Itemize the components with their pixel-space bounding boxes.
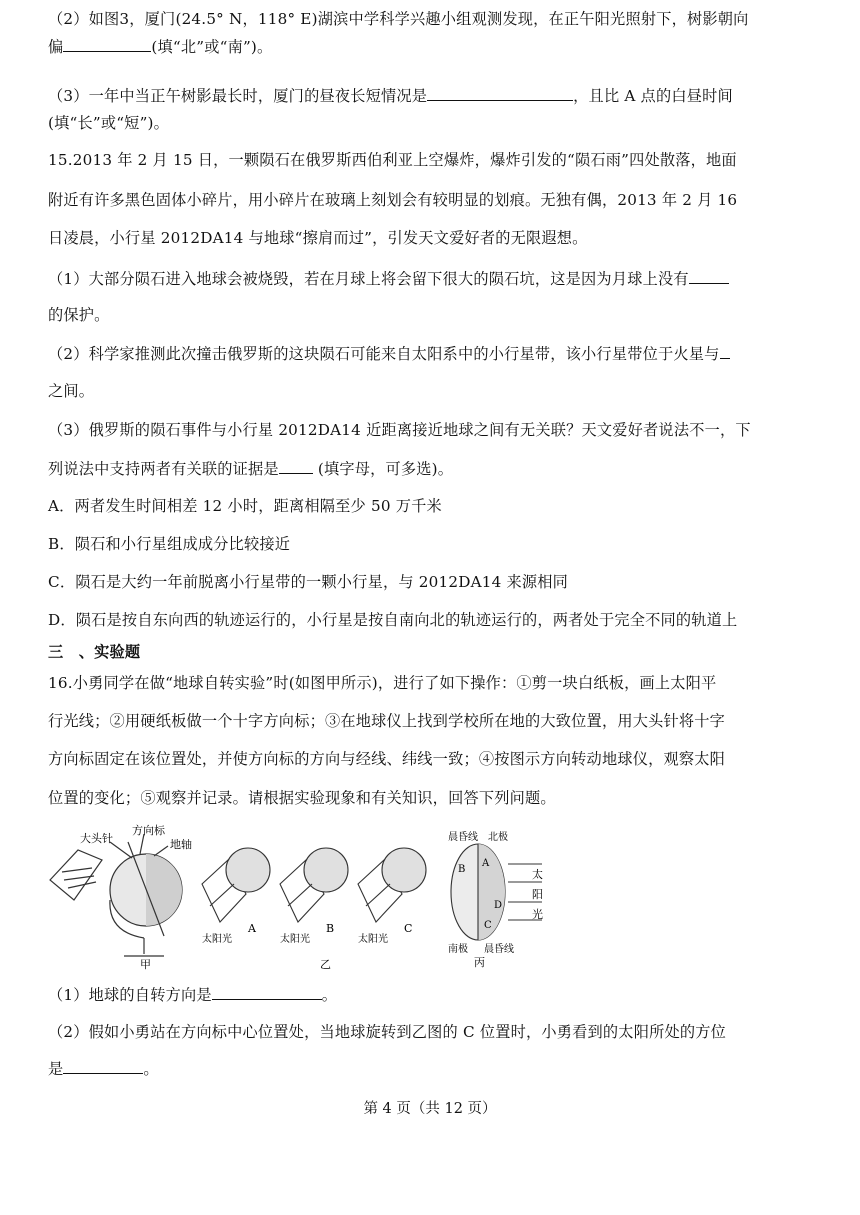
line-text: （1）大部分陨石进入地球会被烧毁，若在月球上将会留下很大的陨石坑，这是因为月球上没有 — [48, 270, 689, 288]
label-terminator-top: 晨昏线 — [448, 832, 478, 843]
line-text-after-blank: ，且比 A 点的白昼时间 — [573, 87, 733, 105]
line-text: （2）假如小勇站在方向标中心位置处，当地球旋转到乙图的 C 位置时，小勇看到的太阳所处的方位 — [48, 1023, 727, 1041]
label-sunlight-b: 太阳光 — [280, 934, 310, 945]
text-line — [48, 9, 749, 29]
text-line — [48, 673, 716, 693]
text-line — [48, 788, 556, 808]
figure-bing — [451, 844, 542, 940]
caption-jia: 甲 — [140, 958, 151, 970]
line-text: （3）一年中当正午树影最长时，厦门的昼夜长短情况是 — [48, 87, 428, 105]
label-axis: 地轴 — [170, 838, 192, 851]
line-text-after-blank: 。 — [143, 1060, 159, 1078]
line-text: B．陨石和小行星组成成分比较接近 — [48, 535, 291, 553]
label-sunlight-c: 太阳光 — [358, 934, 388, 945]
text-line — [48, 711, 725, 731]
text-line — [48, 190, 737, 210]
line-text: 行光线；②用硬纸板做一个十字方向标；③在地球仪上找到学校所在地的大致位置，用大头针将十字 — [48, 712, 726, 730]
text-line — [48, 113, 169, 133]
line-text: （2）如图3，厦门(24.5° N，118° E)湖滨中学科学兴趣小组观测发现，在正午阳光照射下，树影朝向 — [48, 10, 749, 28]
line-text: 列说法中支持两者有关联的证据是 — [48, 460, 279, 478]
line-text-after-blank: (填字母，可多选)。 — [312, 460, 454, 478]
label-pin: 大头针 — [80, 832, 113, 845]
line-text: 方向标固定在该位置处，并使方向标的方向与经线、纬线一致；④按图示方向转动地球仪，观察太阳 — [48, 750, 726, 768]
line-text: （2）科学家推测此次撞击俄罗斯的这块陨石可能来自太阳系中的小行星带，该小行星带位于火星与 — [48, 345, 720, 363]
label-mark: 方向标 — [132, 824, 165, 837]
label-bing-d: D — [494, 900, 503, 911]
line-text: 16.小勇同学在做“地球自转实验”时(如图甲所示)，进行了如下操作：①剪一块白纸板，画上太阳平 — [48, 674, 717, 692]
figure-jia — [50, 834, 182, 956]
line-text-after-blank: 。 — [321, 986, 338, 1004]
line-text: 日凌晨，小行星 2012DA14 与地球“擦肩而过”，引发天文爱好者的无限遐想。 — [48, 229, 588, 247]
line-text-after-blank: (填“北”或“南”)。 — [151, 38, 273, 56]
caption-yi: 乙 — [320, 958, 331, 970]
line-text: A．两者发生时间相差 12 小时，距离相隔至少 50 万千米 — [48, 497, 442, 515]
text-line — [48, 36, 272, 57]
label-south: 南极 — [448, 944, 468, 955]
line-text: 15.2013 年 2 月 15 日，一颗陨石在俄罗斯西伯利亚上空爆炸，爆炸引发的“陨石雨”四处散落，地面 — [48, 151, 737, 169]
page-footer: 第 4 页（共 12 页） — [363, 1101, 497, 1117]
answer-blank[interactable] — [279, 458, 313, 474]
line-text: 之间。 — [48, 382, 95, 400]
text-line — [48, 534, 290, 554]
text-line — [48, 610, 737, 630]
line-text: (填“长”或“短”)。 — [48, 114, 170, 132]
caption-bing: 丙 — [474, 956, 485, 969]
text-line — [48, 305, 110, 325]
text-line — [48, 150, 737, 170]
line-text: 三 、实验题 — [48, 643, 141, 661]
text-line — [48, 268, 729, 289]
figure-svg — [48, 822, 548, 970]
answer-blank[interactable] — [720, 343, 730, 359]
label-sun-1: 太 — [532, 868, 543, 881]
label-bing-c: C — [484, 920, 492, 931]
answer-blank[interactable] — [689, 268, 729, 284]
text-line — [48, 228, 588, 248]
label-terminator-bottom: 晨昏线 — [484, 944, 514, 955]
answer-blank[interactable] — [212, 984, 322, 1000]
label-sun-2: 阳 — [532, 888, 543, 901]
text-line — [48, 85, 733, 106]
text-line — [48, 458, 453, 479]
text-line — [48, 984, 337, 1005]
answer-blank[interactable] — [427, 85, 573, 101]
label-sun-3: 光 — [532, 908, 543, 921]
line-text: 的保护。 — [48, 306, 110, 324]
line-text: 位置的变化；⑤观察并记录。请根据实验现象和有关知识，回答下列问题。 — [48, 789, 556, 807]
text-line — [48, 642, 140, 662]
label-north: 北极 — [488, 832, 508, 843]
label-yi-c: C — [404, 922, 413, 935]
text-line — [48, 749, 725, 769]
text-line — [48, 1058, 159, 1079]
line-text: 附近有许多黑色固体小碎片，用小碎片在玻璃上刻划会有较明显的划痕。无独有偶，2013 年 2 月 16 — [48, 191, 738, 209]
experiment-figure — [48, 822, 548, 970]
label-bing-b: B — [458, 864, 466, 875]
label-bing-a: A — [482, 858, 490, 869]
text-line — [48, 420, 751, 440]
label-yi-b: B — [326, 922, 335, 935]
label-yi-a: A — [248, 922, 256, 935]
line-text: D．陨石是按自东向西的轨迹运行的，小行星是按自南向北的轨迹运行的，两者处于完全不同的轨道上 — [48, 611, 738, 629]
label-sunlight-a: 太阳光 — [202, 934, 232, 945]
line-text: C．陨石是大约一年前脱离小行星带的一颗小行星，与 2012DA14 来源相同 — [48, 573, 569, 591]
line-text: （1）地球的自转方向是 — [48, 986, 212, 1004]
text-line — [48, 381, 94, 401]
text-line — [48, 572, 568, 592]
text-line — [48, 1022, 726, 1042]
text-line — [48, 343, 730, 364]
line-text: 偏 — [48, 38, 64, 56]
line-text: 是 — [48, 1060, 64, 1078]
line-text: （3）俄罗斯的陨石事件与小行星 2012DA14 近距离接近地球之间有无关联？天文爱好者说法不一，下 — [48, 421, 751, 439]
text-line — [48, 496, 442, 516]
answer-blank[interactable] — [63, 1058, 143, 1074]
figure-yi — [202, 848, 426, 922]
answer-blank[interactable] — [63, 36, 151, 52]
